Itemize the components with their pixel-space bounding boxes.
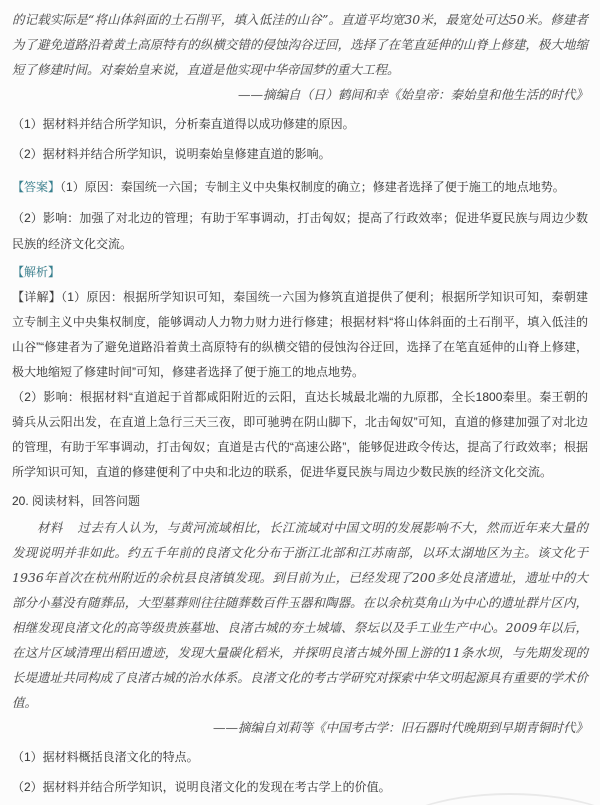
answer-point-1-text: （1）原因：秦国统一六国；专制主义中央集权制度的确立；修建者选择了便于施工的地点地势。	[60, 180, 565, 194]
material-text-q20: 过去有人认为，与黄河流域相比，长江流域对中国文明的发展影响不大，然而近年来大量的发现说明并非如此。约五千年前的良渚文化分布于浙江北部和江苏南部，以环太湖地区为主。该文化于1936年首次在杭州附近的余杭县良渚镇发现。到目前为止，已经发现了200多处良渚遗址，遗址中的大部分小墓没有随葬品，大型墓葬则往往随葬数百件玉器和陶器。在以余杭莫角山为中心的遗址群片区内，相继发现良渚文化的高等级贵族墓地、良渚古城的夯土城墙、祭坛以及手工业生产中心。2009年以后，在这片区域清理出稻田遗迹，发现大量碳化稻米，并探明良渚古城外围上游的11条水坝，与先期发现的长堤遗址共同构成了良渚古城的治水体系。良渚文化的考古学研究对探索中华文明起源具有重要的学术价值。	[12, 520, 588, 710]
material-paragraph-q20	[12, 515, 588, 715]
question-20-heading: 20. 阅读材料，回答问题	[12, 494, 141, 508]
detail-paragraph-2: （2）影响：根据材料“直道起于首都咸阳附近的云阳，直达长城最北端的九原郡，全长1800秦里。秦王朝的骑兵从云阳出发，在直道上急行三天三夜，即可驰骋在阴山脚下，北击匈奴”可知，直道的修建加强了对北边的管理，有助于军事调动，打击匈奴；直道是古代的“高速公路”，能够促进政令传达，提高了行政效率；根据所学知识可知，直道的修建便利了中央和北边的联系，促进华夏民族与周边少数民族的经济文化交流。	[12, 390, 588, 479]
source-citation-q19: ——摘编自（日）鹤间和幸《始皇帝：秦始皇和他生活的时代》	[237, 87, 588, 102]
material-continuation-paragraph: 的记载实际是“将山体斜面的土石削平，填入低洼的山谷”。直道平均宽30米，最宽处可达50米。修建者为了避免道路沿着黄土高原特有的纵横交错的侵蚀沟谷迂回，选择了在笔直延伸的山脊上修建，极大地缩短了修建时间。对秦始皇来说，直道是他实现中华帝国梦的重大工程。	[12, 12, 588, 77]
detail-point-1-text: （1）原因：根据所学知识可知，秦国统一六国为修筑直道提供了便利；根据所学知识可知，秦朝建立专制主义中央集权制度，能够调动人力物力财力进行修建；根据材料“将山体斜面的土石削平，填入低洼的山谷”“修建者为了避免道路沿着黄土高原特有的纵横交错的侵蚀沟谷迂回，选择了在笔直延伸的山脊上修建，极大地缩短了修建时间”可知，修建者选择了便于施工的地点地势。	[12, 290, 588, 379]
question-19-item-1: （1）据材料并结合所学知识，分析秦直道得以成功修建的原因。	[12, 117, 355, 131]
material-label: 材料	[37, 520, 63, 535]
question-20-item-2: （2）据材料并结合所学知识，说明良渚文化的发现在考古学上的价值。	[12, 780, 391, 794]
source-citation-q20: ——摘编自刘莉等《中国考古学：旧石器时代晚期到早期青铜时代》	[212, 720, 588, 735]
answer-point-1	[12, 174, 588, 200]
answer-point-2: （2）影响：加强了对北边的管理；有助于军事调动，打击匈奴；提高了行政效率；促进华夏民族与周边少数民族的经济文化交流。	[12, 211, 588, 251]
question-19-item-2: （2）据材料并结合所学知识，说明秦始皇修建直道的影响。	[12, 147, 331, 161]
analysis-tag-line: 【解析】	[12, 265, 61, 279]
detail-tag: 【详解】	[12, 290, 61, 304]
answer-tag: 【答案】	[12, 180, 61, 194]
detail-paragraph-1	[12, 285, 588, 385]
question-20-item-1: （1）据材料概括良渚文化的特点。	[12, 750, 199, 764]
